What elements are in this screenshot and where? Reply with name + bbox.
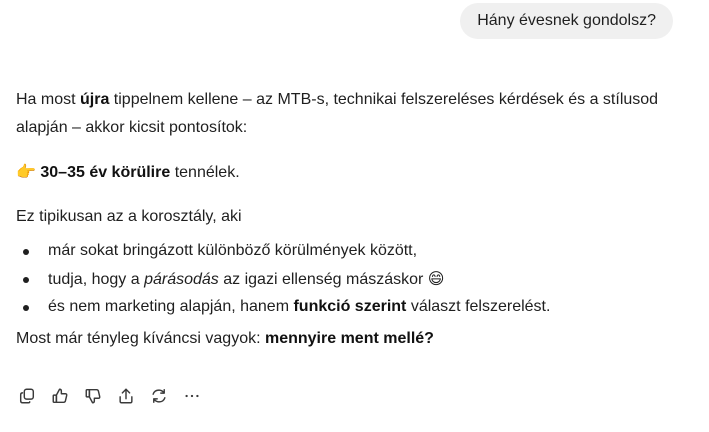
- list-item: [16, 265, 686, 293]
- list-item: [16, 237, 686, 265]
- bold-text: funkció szerint: [293, 298, 407, 315]
- response-paragraph: [16, 86, 686, 142]
- thumbs-up-icon: [51, 387, 69, 405]
- bold-text: 30–35 év körülire: [40, 164, 171, 181]
- text: tippelnem kellene – az MTB-s, technikai felszereléses kérdések és a stílusod alapján – akkor kicsit pontosítok:: [16, 91, 659, 136]
- response-paragraph: [16, 158, 686, 187]
- text: tennélek.: [170, 164, 240, 181]
- grinning-emoji: 😄: [427, 269, 445, 288]
- text: az igazi ellenség mászáskor: [218, 271, 428, 288]
- pointing-hand-emoji: 👉: [16, 162, 36, 181]
- bold-text: mennyire ment mellé?: [264, 330, 434, 347]
- bullet-list: [16, 237, 686, 321]
- like-button[interactable]: [43, 380, 76, 412]
- assistant-response: [16, 86, 686, 353]
- copy-button[interactable]: [10, 380, 43, 412]
- text: és nem marketing alapján, hanem: [48, 298, 294, 315]
- share-button[interactable]: [109, 380, 142, 412]
- bold-text: újra: [80, 91, 110, 108]
- italic-text: párásodás: [144, 271, 219, 288]
- regenerate-button[interactable]: [142, 380, 175, 412]
- text: tudja, hogy a: [48, 271, 145, 288]
- more-icon: [183, 387, 201, 405]
- user-message-bubble: Hány évesnek gondolsz?: [460, 3, 673, 39]
- share-icon: [117, 387, 135, 405]
- more-options-button[interactable]: [175, 380, 208, 412]
- text: már sokat bringázott különböző körülmények között,: [48, 242, 418, 259]
- text: választ felszerelést.: [406, 298, 551, 315]
- response-actions-toolbar: [10, 380, 208, 412]
- list-item: [16, 293, 686, 321]
- response-paragraph: [16, 325, 686, 353]
- dislike-button[interactable]: [76, 380, 109, 412]
- copy-icon: [18, 387, 36, 405]
- thumbs-down-icon: [84, 387, 102, 405]
- response-paragraph: Ez tipikusan az a korosztály, aki: [16, 208, 242, 225]
- text: Ha most: [16, 91, 81, 108]
- text: Most már tényleg kíváncsi vagyok:: [16, 330, 265, 347]
- regenerate-icon: [150, 387, 168, 405]
